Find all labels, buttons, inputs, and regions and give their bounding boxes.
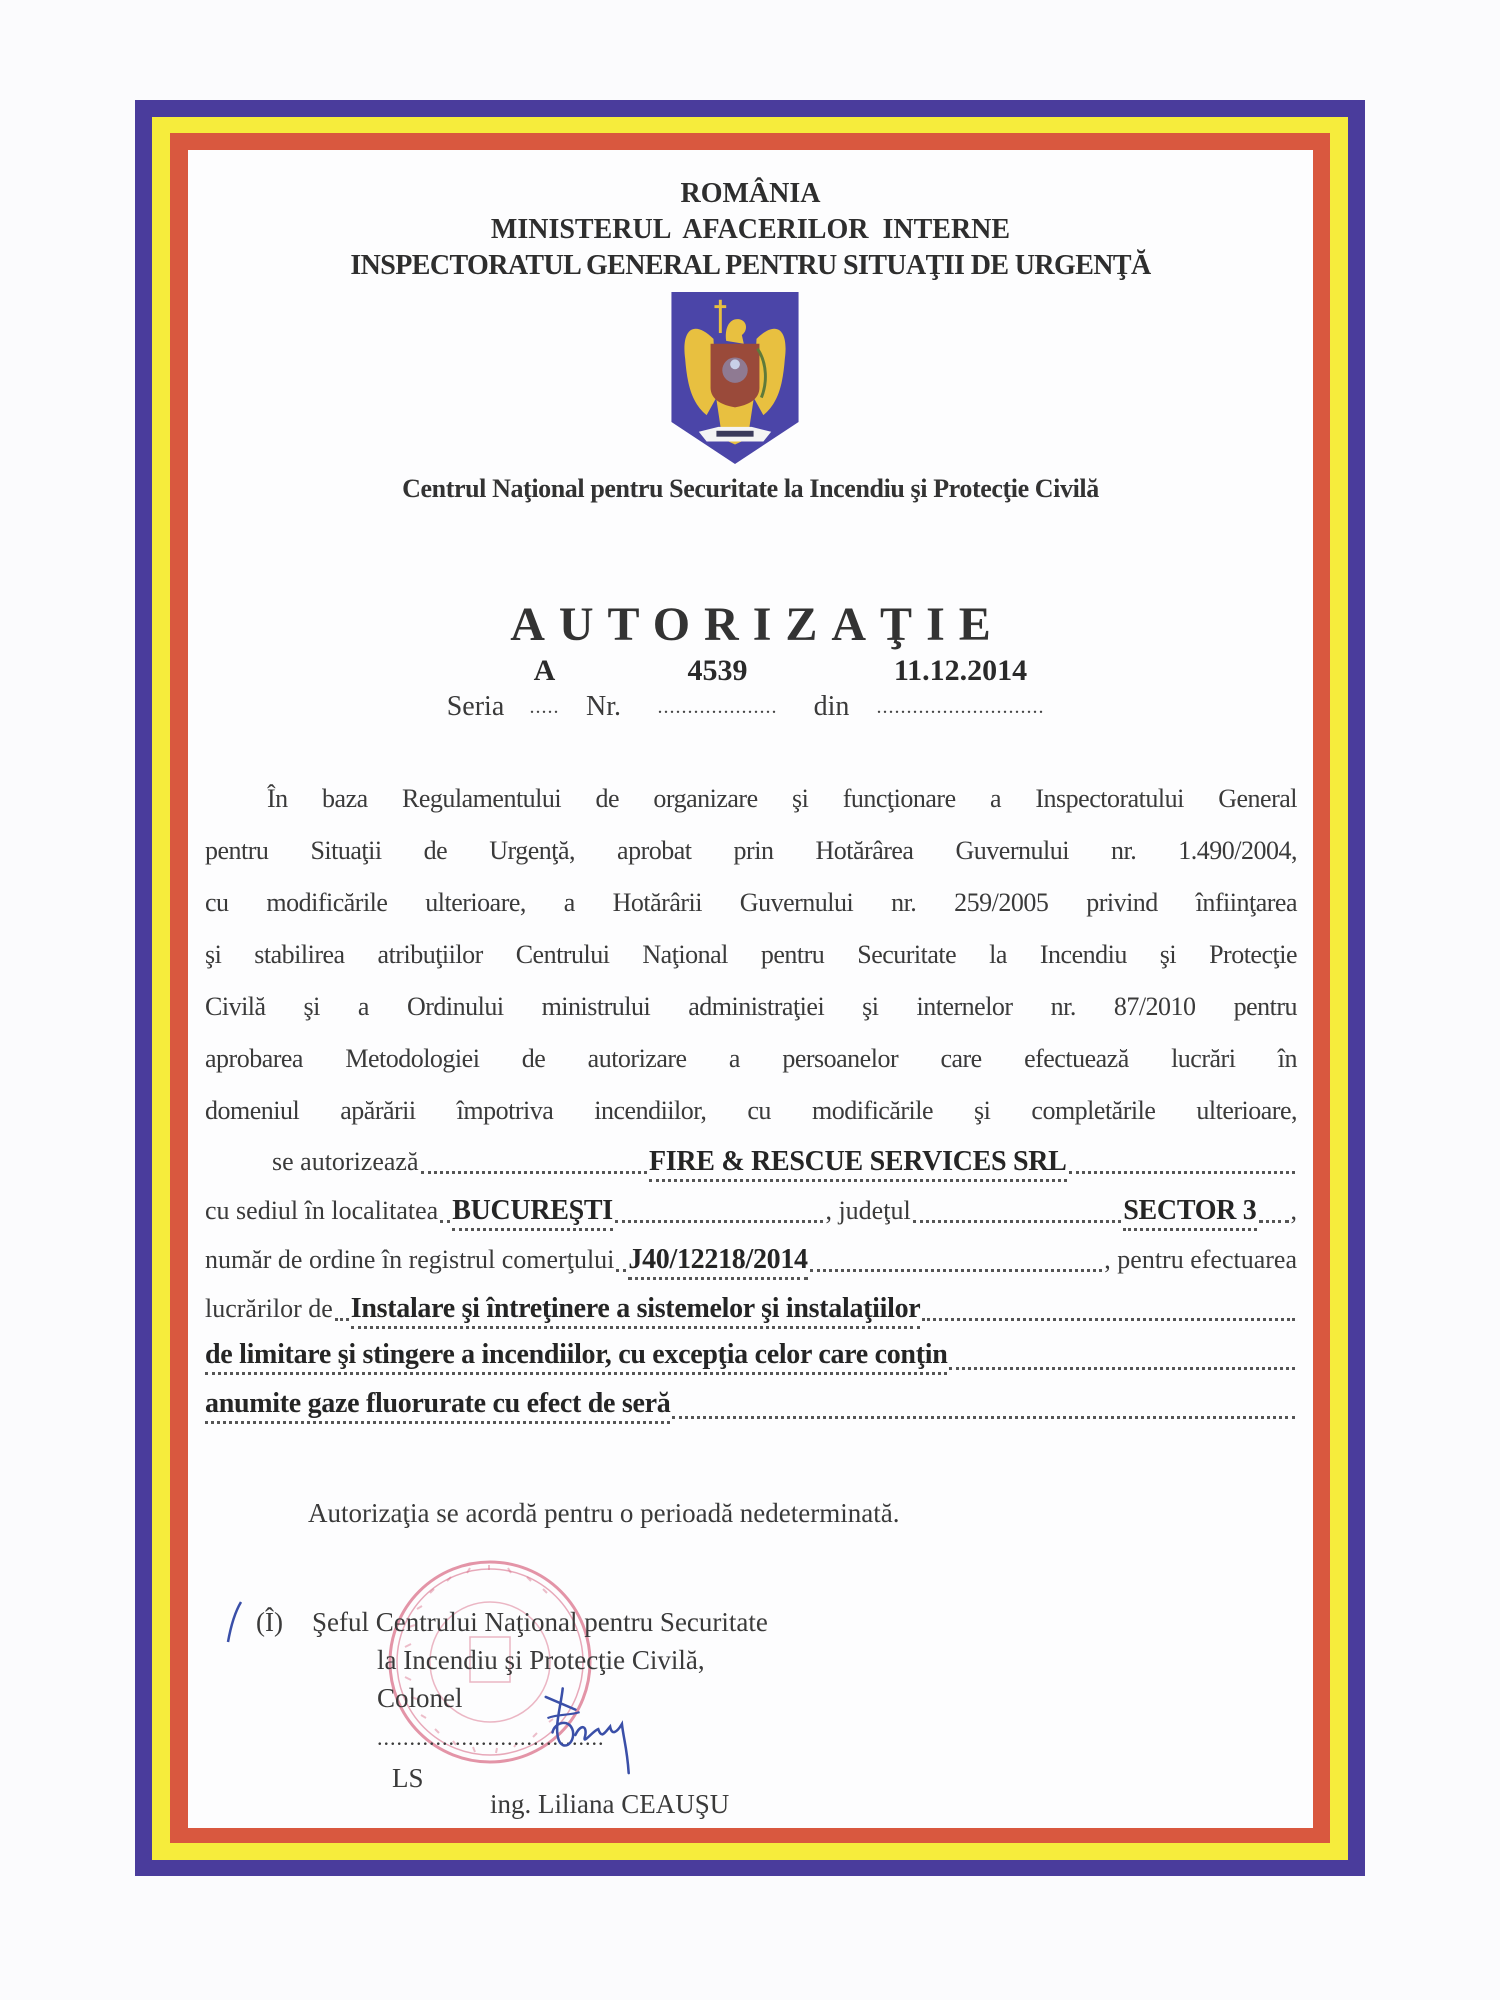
nr-dots: .................... <box>657 696 778 718</box>
leader-dots <box>421 1170 647 1174</box>
header-inspectorate: INSPECTORATUL GENERAL PENTRU SITUAŢII DE URGENŢĂ <box>350 250 1151 281</box>
signatory-title-line1: Şeful Centrului Naţional pentru Securitate <box>312 1607 768 1637</box>
seal-label: LS <box>392 1763 424 1793</box>
signatory-title-line2: la Incendiu şi Protecţie Civilă, <box>377 1645 705 1675</box>
leader-dots <box>913 1219 1122 1223</box>
locality-label: cu sediul în localitatea <box>205 1196 439 1225</box>
signatory-rank: Colonel <box>377 1683 463 1713</box>
leader-dots <box>1259 1219 1289 1223</box>
registry-value: J40/12218/2014 <box>628 1243 807 1280</box>
header-country: ROMÂNIA <box>680 178 821 209</box>
works-value-3: anumite gaze fluorurate cu efect de seră <box>205 1387 670 1424</box>
din-value: 11.12.2014 <box>893 654 1028 687</box>
signatory-name: ing. Liliana CEAUŞU <box>490 1789 730 1819</box>
paragraph-line: pentru Situaţii de Urgenţă, aprobat prin Hotărârea Guvernului nr. 1.490/2004, <box>205 836 1297 865</box>
seria-value: A <box>533 654 556 687</box>
paragraph-line: aprobarea Metodologiei de autorizare a persoanelor care efectuează lucrări în <box>205 1044 1297 1073</box>
leader-dots <box>616 1268 626 1272</box>
leader-dots <box>440 1219 450 1223</box>
paragraph-line: domeniul apărării împotriva incendiilor, cu modificările şi completările ulterioare, <box>205 1096 1297 1125</box>
leader-dots <box>922 1317 1295 1321</box>
leader-dots <box>672 1415 1295 1419</box>
authorized-line <box>272 1142 1297 1182</box>
county-end: , <box>1290 1196 1297 1225</box>
authorized-company: FIRE & RESCUE SERVICES SRL <box>649 1145 1067 1182</box>
paragraph-line: şi stabilirea atribuţiilor Centrului Naţional pentru Securitate la Incendiu şi Protecţie <box>205 940 1297 969</box>
leader-dots <box>335 1317 349 1321</box>
works-line-3 <box>205 1387 1297 1427</box>
serial-labels-row <box>188 690 1313 726</box>
locality-value: BUCUREŞTI <box>452 1194 613 1231</box>
nr-label: Nr. <box>586 691 621 722</box>
authorized-label: se autorizează <box>272 1147 419 1176</box>
leader-dots <box>615 1219 824 1223</box>
serial-values-row <box>188 654 1313 690</box>
coat-of-arms-icon <box>668 290 802 466</box>
paragraph-line: cu modificările ulterioare, a Hotărârii Guvernului nr. 259/2005 privind înfiinţarea <box>205 888 1297 917</box>
registry-line <box>205 1240 1297 1280</box>
seria-dots: ..... <box>529 696 560 718</box>
registry-label: număr de ordine în registrul comerţului <box>205 1245 615 1274</box>
validity-statement: Autorizaţia se acordă pentru o perioadă nedeterminată. <box>308 1498 900 1528</box>
signature-dots: ................................... <box>377 1725 605 1750</box>
works-line-2 <box>205 1338 1297 1378</box>
handwritten-slash <box>225 1600 245 1645</box>
din-dots: ............................ <box>876 696 1045 718</box>
header-ministry: MINISTERUL AFACERILOR INTERNE <box>490 214 1011 245</box>
leader-dots <box>949 1366 1295 1370</box>
locality-line <box>205 1191 1297 1231</box>
registry-after: , pentru efectuarea <box>1104 1245 1297 1274</box>
leader-dots <box>810 1268 1103 1272</box>
county-value: SECTOR 3 <box>1123 1194 1256 1231</box>
leader-dots <box>1069 1170 1295 1174</box>
serial-line <box>188 654 1313 734</box>
works-value-1: Instalare şi întreţinere a sistemelor şi instalaţiilor <box>351 1292 921 1329</box>
issuing-center: Centrul Naţional pentru Securitate la Incendiu şi Protecţie Civilă <box>402 474 1099 503</box>
works-value-2: de limitare şi stingere a incendiilor, cu excepţia celor care conţin <box>205 1338 947 1375</box>
nr-value: 4539 <box>687 654 748 687</box>
works-line-1 <box>205 1289 1297 1329</box>
document-title: AUTORIZAŢIE <box>510 598 1005 651</box>
works-label: lucrărilor de <box>205 1294 333 1323</box>
interim-mark: (Î) <box>256 1607 283 1637</box>
paragraph-line: Civilă şi a Ordinului ministrului administraţiei şi internelor nr. 87/2010 pentru <box>205 992 1297 1021</box>
county-label: , judeţul <box>825 1196 911 1225</box>
din-label: din <box>813 691 850 722</box>
handwritten-signature <box>520 1680 690 1790</box>
paragraph-line: În baza Regulamentului de organizare şi funcţionare a Inspectoratului General <box>267 784 1297 813</box>
seria-label: Seria <box>446 691 505 722</box>
